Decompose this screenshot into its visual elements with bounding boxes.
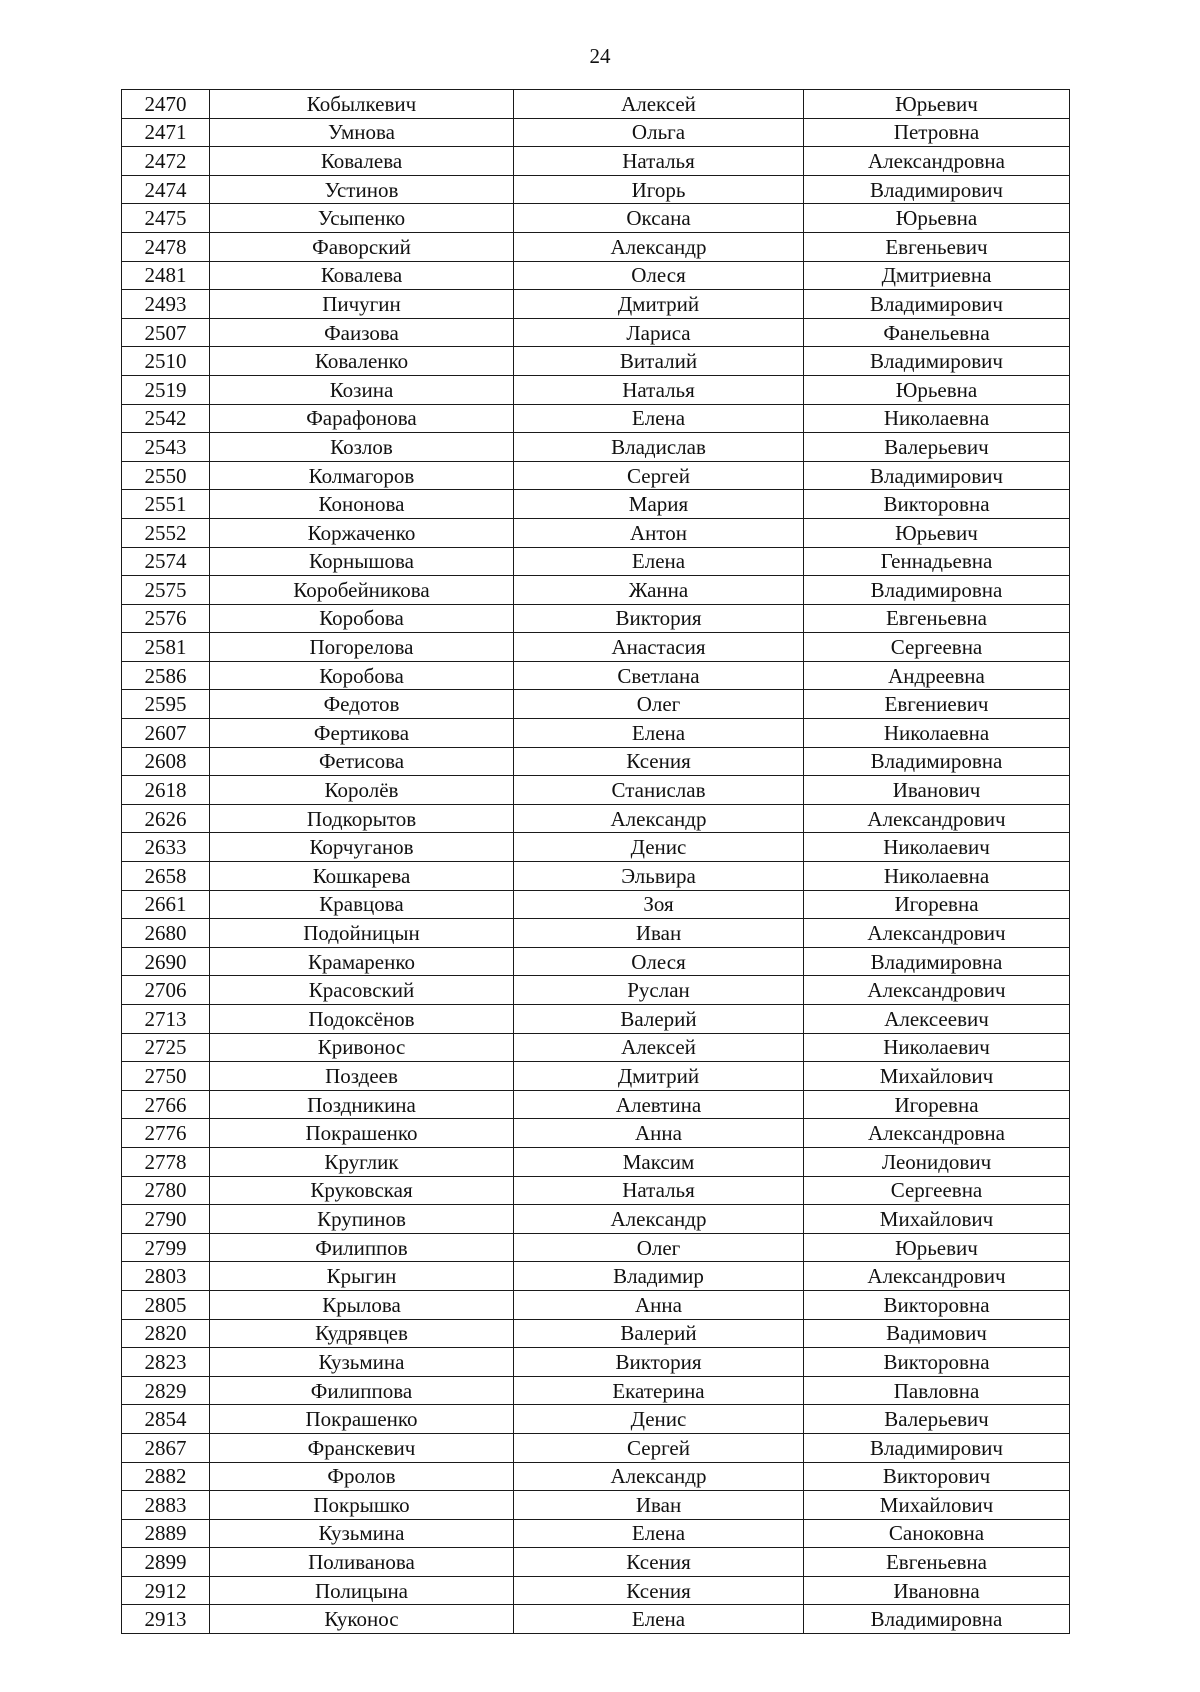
patronymic-cell: Николаевна (804, 404, 1070, 433)
patronymic-cell: Александрович (804, 919, 1070, 948)
row-number-cell: 2805 (122, 1290, 210, 1319)
first-name-cell: Наталья (514, 147, 804, 176)
row-number-cell: 2680 (122, 919, 210, 948)
last-name-cell: Красовский (210, 976, 514, 1005)
row-number-cell: 2854 (122, 1405, 210, 1434)
row-number-cell: 2626 (122, 804, 210, 833)
first-name-cell: Станислав (514, 776, 804, 805)
table-row (122, 1119, 1070, 1148)
row-number-cell: 2481 (122, 261, 210, 290)
patronymic-cell: Владимировна (804, 576, 1070, 605)
patronymic-cell: Евгениевич (804, 690, 1070, 719)
last-name-cell: Кудрявцев (210, 1319, 514, 1348)
row-number-cell: 2725 (122, 1033, 210, 1062)
first-name-cell: Елена (514, 547, 804, 576)
first-name-cell: Денис (514, 833, 804, 862)
first-name-cell: Владислав (514, 433, 804, 462)
last-name-cell: Куконос (210, 1605, 514, 1634)
row-number-cell: 2820 (122, 1319, 210, 1348)
row-number-cell: 2575 (122, 576, 210, 605)
table-row (122, 461, 1070, 490)
last-name-cell: Фетисова (210, 747, 514, 776)
last-name-cell: Поздеев (210, 1062, 514, 1091)
first-name-cell: Сергей (514, 1433, 804, 1462)
last-name-cell: Фролов (210, 1462, 514, 1491)
patronymic-cell: Викторовна (804, 490, 1070, 519)
first-name-cell: Алевтина (514, 1090, 804, 1119)
table-row (122, 1576, 1070, 1605)
last-name-cell: Устинов (210, 175, 514, 204)
row-number-cell: 2778 (122, 1147, 210, 1176)
roster-table (121, 89, 1070, 1634)
table-row (122, 1290, 1070, 1319)
table-row (122, 118, 1070, 147)
patronymic-cell: Николаевна (804, 862, 1070, 891)
table-row (122, 1005, 1070, 1034)
patronymic-cell: Юрьевич (804, 518, 1070, 547)
table-row (122, 1433, 1070, 1462)
row-number-cell: 2883 (122, 1491, 210, 1520)
table-row (122, 633, 1070, 662)
last-name-cell: Кошкарева (210, 862, 514, 891)
row-number-cell: 2470 (122, 90, 210, 119)
first-name-cell: Анна (514, 1290, 804, 1319)
table-row (122, 947, 1070, 976)
row-number-cell: 2799 (122, 1233, 210, 1262)
table-row (122, 490, 1070, 519)
patronymic-cell: Евгеньевна (804, 604, 1070, 633)
table-row (122, 1062, 1070, 1091)
last-name-cell: Коржаченко (210, 518, 514, 547)
row-number-cell: 2912 (122, 1576, 210, 1605)
last-name-cell: Фаизова (210, 318, 514, 347)
row-number-cell: 2472 (122, 147, 210, 176)
last-name-cell: Фарафонова (210, 404, 514, 433)
last-name-cell: Козина (210, 375, 514, 404)
patronymic-cell: Викторович (804, 1462, 1070, 1491)
first-name-cell: Иван (514, 919, 804, 948)
first-name-cell: Владимир (514, 1262, 804, 1291)
last-name-cell: Ковалева (210, 147, 514, 176)
row-number-cell: 2706 (122, 976, 210, 1005)
patronymic-cell: Владимировна (804, 947, 1070, 976)
last-name-cell: Круковская (210, 1176, 514, 1205)
row-number-cell: 2790 (122, 1205, 210, 1234)
first-name-cell: Екатерина (514, 1376, 804, 1405)
patronymic-cell: Владимирович (804, 175, 1070, 204)
last-name-cell: Крупинов (210, 1205, 514, 1234)
page-number: 24 (589, 44, 611, 68)
patronymic-cell: Дмитриевна (804, 261, 1070, 290)
row-number-cell: 2595 (122, 690, 210, 719)
last-name-cell: Кобылкевич (210, 90, 514, 119)
row-number-cell: 2493 (122, 290, 210, 319)
first-name-cell: Александр (514, 1462, 804, 1491)
table-row (122, 1176, 1070, 1205)
patronymic-cell: Павловна (804, 1376, 1070, 1405)
patronymic-cell: Сергеевна (804, 1176, 1070, 1205)
patronymic-cell: Владимировна (804, 747, 1070, 776)
table-row (122, 576, 1070, 605)
last-name-cell: Кузьмина (210, 1519, 514, 1548)
first-name-cell: Валерий (514, 1319, 804, 1348)
patronymic-cell: Ивановна (804, 1576, 1070, 1605)
row-number-cell: 2713 (122, 1005, 210, 1034)
last-name-cell: Кононова (210, 490, 514, 519)
last-name-cell: Коробова (210, 604, 514, 633)
last-name-cell: Фертикова (210, 719, 514, 748)
row-number-cell: 2474 (122, 175, 210, 204)
first-name-cell: Иван (514, 1491, 804, 1520)
row-number-cell: 2550 (122, 461, 210, 490)
row-number-cell: 2551 (122, 490, 210, 519)
row-number-cell: 2867 (122, 1433, 210, 1462)
table-row (122, 90, 1070, 119)
table-row (122, 1262, 1070, 1291)
last-name-cell: Колмагоров (210, 461, 514, 490)
patronymic-cell: Владимирович (804, 347, 1070, 376)
last-name-cell: Ковалева (210, 261, 514, 290)
table-row (122, 804, 1070, 833)
patronymic-cell: Владимирович (804, 461, 1070, 490)
patronymic-cell: Юрьевна (804, 375, 1070, 404)
patronymic-cell: Александрович (804, 1262, 1070, 1291)
table-row (122, 661, 1070, 690)
first-name-cell: Оксана (514, 204, 804, 233)
table-row (122, 1491, 1070, 1520)
last-name-cell: Крыгин (210, 1262, 514, 1291)
patronymic-cell: Андреевна (804, 661, 1070, 690)
first-name-cell: Наталья (514, 1176, 804, 1205)
table-row (122, 919, 1070, 948)
last-name-cell: Поздникина (210, 1090, 514, 1119)
last-name-cell: Пичугин (210, 290, 514, 319)
last-name-cell: Подоксёнов (210, 1005, 514, 1034)
table-row (122, 1462, 1070, 1491)
table-row (122, 747, 1070, 776)
last-name-cell: Фаворский (210, 232, 514, 261)
row-number-cell: 2507 (122, 318, 210, 347)
first-name-cell: Светлана (514, 661, 804, 690)
last-name-cell: Крылова (210, 1290, 514, 1319)
last-name-cell: Умнова (210, 118, 514, 147)
patronymic-cell: Михайлович (804, 1062, 1070, 1091)
last-name-cell: Поливанова (210, 1548, 514, 1577)
first-name-cell: Виктория (514, 1348, 804, 1377)
patronymic-cell: Иванович (804, 776, 1070, 805)
first-name-cell: Александр (514, 1205, 804, 1234)
last-name-cell: Покрашенко (210, 1119, 514, 1148)
patronymic-cell: Александровна (804, 1119, 1070, 1148)
table-row (122, 404, 1070, 433)
table-row (122, 1090, 1070, 1119)
last-name-cell: Усыпенко (210, 204, 514, 233)
roster-table-body (122, 90, 1070, 1634)
row-number-cell: 2608 (122, 747, 210, 776)
first-name-cell: Ксения (514, 1548, 804, 1577)
first-name-cell: Антон (514, 518, 804, 547)
patronymic-cell: Юрьевна (804, 204, 1070, 233)
last-name-cell: Кривонос (210, 1033, 514, 1062)
last-name-cell: Коваленко (210, 347, 514, 376)
first-name-cell: Ксения (514, 747, 804, 776)
first-name-cell: Максим (514, 1147, 804, 1176)
table-row (122, 261, 1070, 290)
patronymic-cell: Владимирович (804, 290, 1070, 319)
table-row (122, 1319, 1070, 1348)
row-number-cell: 2882 (122, 1462, 210, 1491)
table-row (122, 1033, 1070, 1062)
patronymic-cell: Евгеньевич (804, 232, 1070, 261)
row-number-cell: 2581 (122, 633, 210, 662)
first-name-cell: Елена (514, 1605, 804, 1634)
first-name-cell: Олеся (514, 261, 804, 290)
table-row (122, 833, 1070, 862)
last-name-cell: Филиппова (210, 1376, 514, 1405)
table-row (122, 1205, 1070, 1234)
last-name-cell: Федотов (210, 690, 514, 719)
patronymic-cell: Николаевич (804, 1033, 1070, 1062)
patronymic-cell: Александрович (804, 804, 1070, 833)
first-name-cell: Олег (514, 1233, 804, 1262)
table-row (122, 862, 1070, 891)
last-name-cell: Кравцова (210, 890, 514, 919)
patronymic-cell: Валерьевич (804, 433, 1070, 462)
patronymic-cell: Леонидович (804, 1147, 1070, 1176)
first-name-cell: Олеся (514, 947, 804, 976)
last-name-cell: Полицына (210, 1576, 514, 1605)
row-number-cell: 2519 (122, 375, 210, 404)
table-row (122, 1405, 1070, 1434)
patronymic-cell: Николаевна (804, 719, 1070, 748)
row-number-cell: 2750 (122, 1062, 210, 1091)
first-name-cell: Александр (514, 804, 804, 833)
last-name-cell: Покрашенко (210, 1405, 514, 1434)
first-name-cell: Игорь (514, 175, 804, 204)
table-row (122, 690, 1070, 719)
row-number-cell: 2475 (122, 204, 210, 233)
table-row (122, 1548, 1070, 1577)
table-row (122, 433, 1070, 462)
row-number-cell: 2552 (122, 518, 210, 547)
first-name-cell: Сергей (514, 461, 804, 490)
table-row (122, 1348, 1070, 1377)
patronymic-cell: Игоревна (804, 890, 1070, 919)
patronymic-cell: Юрьевич (804, 1233, 1070, 1262)
first-name-cell: Руслан (514, 976, 804, 1005)
first-name-cell: Алексей (514, 1033, 804, 1062)
patronymic-cell: Алексеевич (804, 1005, 1070, 1034)
last-name-cell: Погорелова (210, 633, 514, 662)
last-name-cell: Коробейникова (210, 576, 514, 605)
table-row (122, 518, 1070, 547)
table-row (122, 375, 1070, 404)
table-row (122, 147, 1070, 176)
row-number-cell: 2471 (122, 118, 210, 147)
patronymic-cell: Николаевич (804, 833, 1070, 862)
patronymic-cell: Викторовна (804, 1348, 1070, 1377)
first-name-cell: Дмитрий (514, 290, 804, 319)
row-number-cell: 2823 (122, 1348, 210, 1377)
first-name-cell: Елена (514, 1519, 804, 1548)
last-name-cell: Франскевич (210, 1433, 514, 1462)
row-number-cell: 2478 (122, 232, 210, 261)
first-name-cell: Жанна (514, 576, 804, 605)
table-row (122, 1519, 1070, 1548)
first-name-cell: Эльвира (514, 862, 804, 891)
table-row (122, 890, 1070, 919)
table-row (122, 547, 1070, 576)
patronymic-cell: Петровна (804, 118, 1070, 147)
first-name-cell: Виктория (514, 604, 804, 633)
row-number-cell: 2607 (122, 719, 210, 748)
table-row (122, 719, 1070, 748)
row-number-cell: 2661 (122, 890, 210, 919)
row-number-cell: 2829 (122, 1376, 210, 1405)
row-number-cell: 2803 (122, 1262, 210, 1291)
patronymic-cell: Геннадьевна (804, 547, 1070, 576)
patronymic-cell: Сергеевна (804, 633, 1070, 662)
table-row (122, 232, 1070, 261)
row-number-cell: 2542 (122, 404, 210, 433)
last-name-cell: Круглик (210, 1147, 514, 1176)
row-number-cell: 2889 (122, 1519, 210, 1548)
patronymic-cell: Владимирович (804, 1433, 1070, 1462)
row-number-cell: 2586 (122, 661, 210, 690)
table-row (122, 1605, 1070, 1634)
table-row (122, 776, 1070, 805)
patronymic-cell: Фанельевна (804, 318, 1070, 347)
last-name-cell: Подкорытов (210, 804, 514, 833)
last-name-cell: Филиппов (210, 1233, 514, 1262)
table-row (122, 1233, 1070, 1262)
row-number-cell: 2574 (122, 547, 210, 576)
table-row (122, 204, 1070, 233)
first-name-cell: Валерий (514, 1005, 804, 1034)
row-number-cell: 2766 (122, 1090, 210, 1119)
patronymic-cell: Игоревна (804, 1090, 1070, 1119)
table-row (122, 1376, 1070, 1405)
table-row (122, 1147, 1070, 1176)
table-row (122, 290, 1070, 319)
patronymic-cell: Вадимович (804, 1319, 1070, 1348)
row-number-cell: 2633 (122, 833, 210, 862)
last-name-cell: Королёв (210, 776, 514, 805)
table-row (122, 976, 1070, 1005)
first-name-cell: Алексей (514, 90, 804, 119)
last-name-cell: Покрышко (210, 1491, 514, 1520)
patronymic-cell: Владимировна (804, 1605, 1070, 1634)
table-row (122, 347, 1070, 376)
first-name-cell: Денис (514, 1405, 804, 1434)
first-name-cell: Виталий (514, 347, 804, 376)
row-number-cell: 2618 (122, 776, 210, 805)
last-name-cell: Корчуганов (210, 833, 514, 862)
table-row (122, 318, 1070, 347)
first-name-cell: Ксения (514, 1576, 804, 1605)
first-name-cell: Елена (514, 404, 804, 433)
first-name-cell: Александр (514, 232, 804, 261)
table-row (122, 604, 1070, 633)
last-name-cell: Козлов (210, 433, 514, 462)
patronymic-cell: Юрьевич (804, 90, 1070, 119)
row-number-cell: 2913 (122, 1605, 210, 1634)
first-name-cell: Мария (514, 490, 804, 519)
row-number-cell: 2899 (122, 1548, 210, 1577)
row-number-cell: 2776 (122, 1119, 210, 1148)
patronymic-cell: Александрович (804, 976, 1070, 1005)
table-row (122, 175, 1070, 204)
row-number-cell: 2576 (122, 604, 210, 633)
last-name-cell: Корнышова (210, 547, 514, 576)
patronymic-cell: Михайлович (804, 1205, 1070, 1234)
patronymic-cell: Викторовна (804, 1290, 1070, 1319)
patronymic-cell: Михайлович (804, 1491, 1070, 1520)
last-name-cell: Коробова (210, 661, 514, 690)
first-name-cell: Зоя (514, 890, 804, 919)
first-name-cell: Наталья (514, 375, 804, 404)
patronymic-cell: Александровна (804, 147, 1070, 176)
last-name-cell: Крамаренко (210, 947, 514, 976)
patronymic-cell: Саноковна (804, 1519, 1070, 1548)
row-number-cell: 2510 (122, 347, 210, 376)
patronymic-cell: Евгеньевна (804, 1548, 1070, 1577)
first-name-cell: Дмитрий (514, 1062, 804, 1091)
first-name-cell: Ольга (514, 118, 804, 147)
last-name-cell: Кузьмина (210, 1348, 514, 1377)
row-number-cell: 2690 (122, 947, 210, 976)
last-name-cell: Подойницын (210, 919, 514, 948)
first-name-cell: Елена (514, 719, 804, 748)
first-name-cell: Лариса (514, 318, 804, 347)
row-number-cell: 2543 (122, 433, 210, 462)
patronymic-cell: Валерьевич (804, 1405, 1070, 1434)
row-number-cell: 2780 (122, 1176, 210, 1205)
row-number-cell: 2658 (122, 862, 210, 891)
first-name-cell: Олег (514, 690, 804, 719)
first-name-cell: Анна (514, 1119, 804, 1148)
first-name-cell: Анастасия (514, 633, 804, 662)
